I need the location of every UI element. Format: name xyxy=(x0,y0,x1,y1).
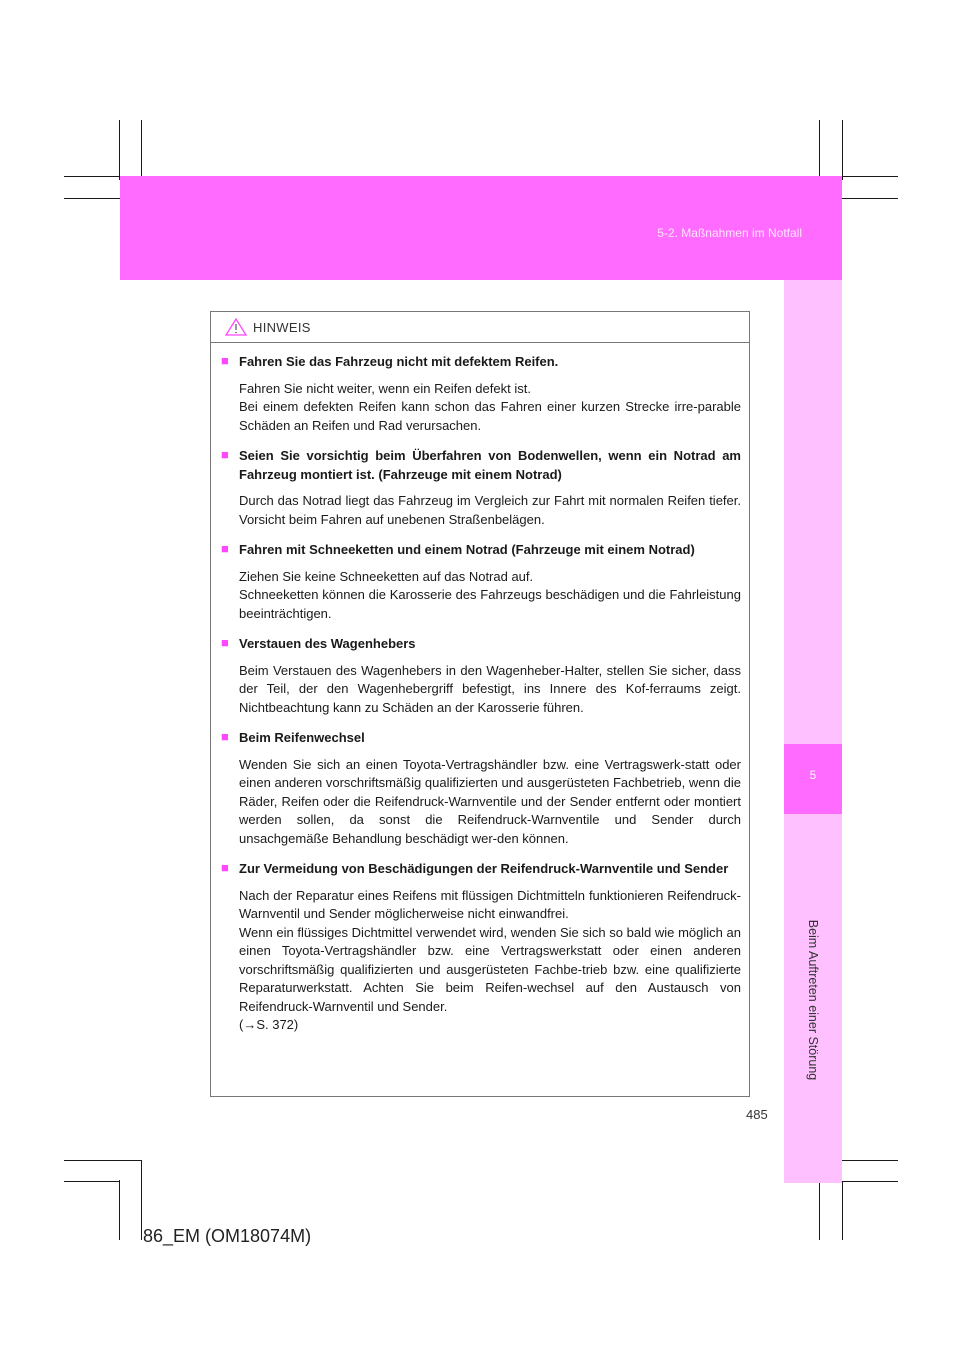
notice-item xyxy=(221,541,741,623)
notice-item-heading xyxy=(221,353,741,372)
crop-mark xyxy=(842,176,898,177)
square-bullet-icon: ■ xyxy=(221,447,229,462)
notice-paragraph: Beim Verstauen des Wagenhebers in den Wagenheber-Halter, stellen Sie sicher, dass der Teil, der den Wagenhebergriff befestigt, ins Innere des Kof-ferraums zeigt. Nichtbeachtung kann zu Schäden an der Karosserie führen. xyxy=(239,662,741,715)
crop-mark xyxy=(141,120,142,180)
notice-item xyxy=(221,729,741,848)
crop-mark xyxy=(842,120,843,180)
crop-mark xyxy=(64,198,120,199)
notice-item-text xyxy=(239,662,741,718)
notice-item-title: Fahren Sie das Fahrzeug nicht mit defektem Reifen. xyxy=(239,354,559,369)
notice-item-title: Seien Sie vorsichtig beim Überfahren von Bodenwellen, wenn ein Notrad am Fahrzeug montiert ist. (Fahrzeuge mit einem Notrad) xyxy=(239,448,741,482)
crop-mark xyxy=(819,120,820,180)
notice-item-text xyxy=(239,380,741,436)
crop-mark xyxy=(141,1160,142,1240)
notice-item-heading xyxy=(221,729,741,748)
notice-box xyxy=(210,311,750,1097)
notice-header xyxy=(211,312,749,343)
notice-item-title: Verstauen des Wagenhebers xyxy=(239,636,416,651)
section-title: 5-2. Maßnahmen im Notfall xyxy=(657,226,802,240)
notice-item xyxy=(221,353,741,435)
notice-item-title: Zur Vermeidung von Beschädigungen der Reifendruck-Warnventile und Sender xyxy=(239,861,729,876)
crop-mark xyxy=(119,120,120,180)
notice-item-heading xyxy=(221,447,741,484)
notice-item-heading xyxy=(221,541,741,560)
notice-item xyxy=(221,635,741,717)
crop-mark xyxy=(842,198,898,199)
square-bullet-icon: ■ xyxy=(221,729,229,744)
notice-item-title: Fahren mit Schneeketten und einem Notrad (Fahrzeuge mit einem Notrad) xyxy=(239,542,695,557)
notice-paragraph: Schneeketten können die Karosserie des Fahrzeugs beschädigen und die Fahrleistung beeinträchtigen. xyxy=(239,587,741,621)
chapter-title: Beim Auftreten einer Störung xyxy=(806,919,820,1081)
crop-mark xyxy=(842,1181,843,1240)
square-bullet-icon: ■ xyxy=(221,860,229,875)
notice-item-text xyxy=(239,492,741,529)
notice-paragraph: Bei einem defekten Reifen kann schon das Fahren einer kurzen Strecke irre-parable Schäden an Reifen und Rad verursachen. xyxy=(239,399,741,433)
crop-mark xyxy=(119,1180,120,1240)
crop-mark xyxy=(64,1181,120,1182)
notice-item-text xyxy=(239,756,741,849)
notice-item-text xyxy=(239,887,741,1035)
document-code: 86_EM (OM18074M) xyxy=(143,1226,312,1246)
crop-mark xyxy=(842,1181,898,1182)
chapter-number: 5 xyxy=(809,768,817,782)
square-bullet-icon: ■ xyxy=(221,635,229,650)
square-bullet-icon: ■ xyxy=(221,541,229,556)
notice-item-title: Beim Reifenwechsel xyxy=(239,730,365,745)
notice-item xyxy=(221,447,741,529)
square-bullet-icon: ■ xyxy=(221,353,229,368)
crop-mark xyxy=(64,176,120,177)
notice-paragraph: Wenden Sie sich an einen Toyota-Vertragshändler bzw. eine Vertragswerk-statt oder einen anderen vorschriftsmäßig qualifizierten und ausgerüsteten Fachbetrieb, wenn die Räder, Reifen oder die Reifendruck-Warnventile und der Sender entfernt oder montiert werden sollen, da sonst die Reifendruck-Warnventile und Sender durch unsachgemäße Behandlung beschädigt wer-den können. xyxy=(239,756,741,846)
notice-paragraph: (→S. 372) xyxy=(239,1017,299,1032)
page-number: 485 xyxy=(746,1107,768,1122)
notice-paragraph: Wenn ein flüssiges Dichtmittel verwendet wird, wenden Sie sich so bald wie möglich an einen Toyota-Vertragshändler bzw. eine Vertragswerkstatt oder einen anderen vorschriftsmäßig qualifizierten und ausgerüsteten Fachbe-trieb bzw. eine qualifizierte Reparaturwerkstatt. Achten Sie beim Reifen-wechsel auf den Austausch von Reifendruck-Warnventil und Sender. xyxy=(239,924,741,1014)
crop-mark xyxy=(64,1160,142,1161)
notice-item-text xyxy=(239,568,741,624)
notice-paragraph: Nach der Reparatur eines Reifens mit flüssigen Dichtmitteln funktionieren Reifendruck-Warnventil und Sender möglicherweise nicht einwandfrei. xyxy=(239,887,741,921)
notice-label: HINWEIS xyxy=(253,319,311,335)
notice-item-heading xyxy=(221,860,741,879)
warning-icon xyxy=(225,318,247,336)
notice-paragraph: Fahren Sie nicht weiter, wenn ein Reifen defekt ist. xyxy=(239,380,531,396)
notice-item-heading xyxy=(221,635,741,654)
notice-body xyxy=(211,343,749,1035)
notice-paragraph: Ziehen Sie keine Schneeketten auf das Notrad auf. xyxy=(239,568,534,584)
notice-paragraph: Durch das Notrad liegt das Fahrzeug im Vergleich zur Fahrt mit normalen Reifen tiefer. Vorsicht beim Fahren auf unebenen Straßenbelägen. xyxy=(239,493,741,527)
notice-item xyxy=(221,860,741,1035)
